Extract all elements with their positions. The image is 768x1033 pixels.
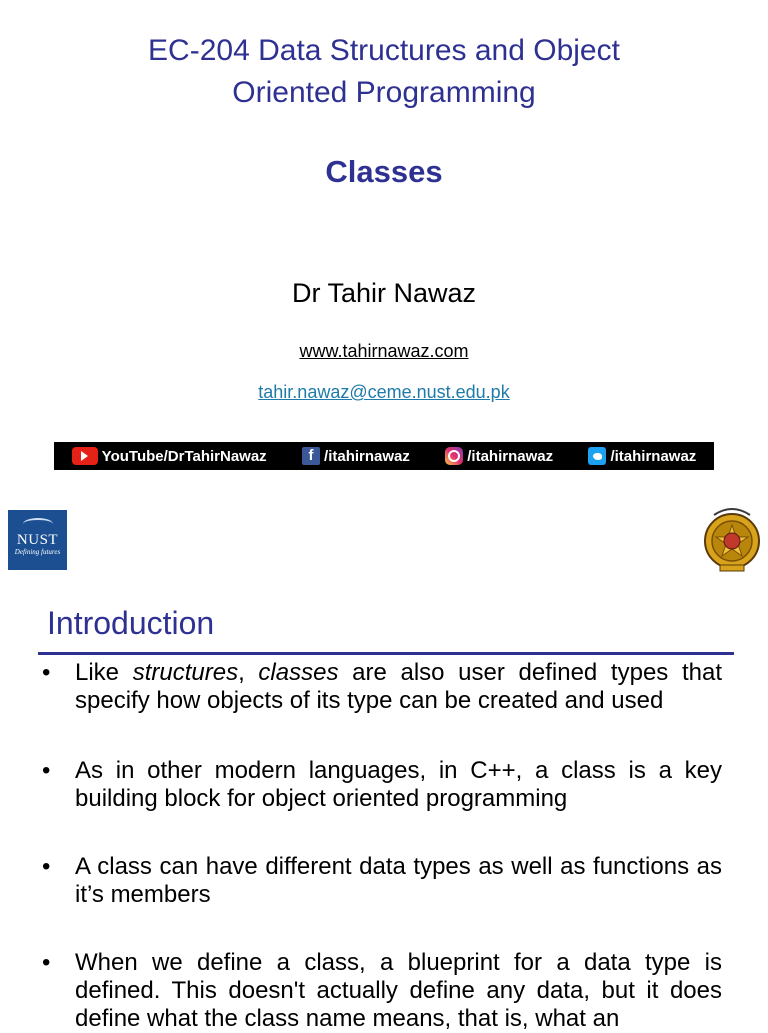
bullet-dot: •: [42, 949, 51, 976]
twitter-icon: [588, 447, 606, 465]
social-youtube[interactable]: [72, 447, 267, 465]
bullet-text: A class can have different data types as well as functions as it’s members: [75, 853, 722, 908]
email-link[interactable]: tahir.nawaz@ceme.nust.edu.pk: [258, 382, 510, 402]
social-twitter-label: /itahirnawaz: [610, 447, 697, 465]
nust-emblem-icon: [23, 518, 53, 530]
bullet-list: [42, 659, 722, 1033]
social-facebook-label: /itahirnawaz: [324, 447, 410, 465]
bullet-dot: •: [42, 853, 51, 880]
college-crest-icon: [700, 503, 764, 575]
social-bar: [54, 442, 714, 470]
social-youtube-label: YouTube/DrTahirNawaz: [101, 447, 267, 465]
course-title-line2: Oriented Programming: [232, 76, 536, 109]
bullet-text: Like structures, classes are also user defined types that specify how objects of its type can be created and used: [75, 659, 722, 714]
social-facebook[interactable]: [302, 447, 410, 465]
bullet-dot: •: [42, 659, 51, 686]
list-item: [42, 659, 722, 715]
list-item: [42, 853, 722, 909]
course-title-line1: EC-204 Data Structures and Object: [148, 34, 620, 67]
facebook-icon: f: [302, 447, 320, 465]
bullet-dot: •: [42, 757, 51, 784]
list-item: [42, 757, 722, 813]
intro-heading: Introduction: [47, 605, 215, 641]
nust-logo-tagline: Defining futures: [14, 548, 61, 556]
youtube-icon: [72, 447, 98, 465]
nust-logo: [8, 510, 67, 570]
social-instagram-label: /itahirnawaz: [467, 447, 554, 465]
instagram-icon: [445, 447, 463, 465]
intro-slide: [0, 585, 768, 1032]
course-title: [0, 30, 768, 114]
bullet-text: When we define a class, a blueprint for a data type is defined. This doesn't actually define any data, but it does define what the class name means, that is, what an: [75, 949, 722, 1032]
list-item: [42, 949, 722, 1033]
heading-divider: [38, 652, 734, 655]
bullet-text: As in other modern languages, in C++, a class is a key building block for object oriented programming: [75, 757, 722, 812]
nust-logo-name: NUST: [16, 532, 59, 548]
social-twitter[interactable]: [588, 447, 696, 465]
website-link[interactable]: www.tahirnawaz.com: [299, 341, 469, 361]
author-name: Dr Tahir Nawaz: [291, 278, 477, 308]
topic-title: Classes: [325, 154, 443, 189]
social-instagram[interactable]: [445, 447, 553, 465]
